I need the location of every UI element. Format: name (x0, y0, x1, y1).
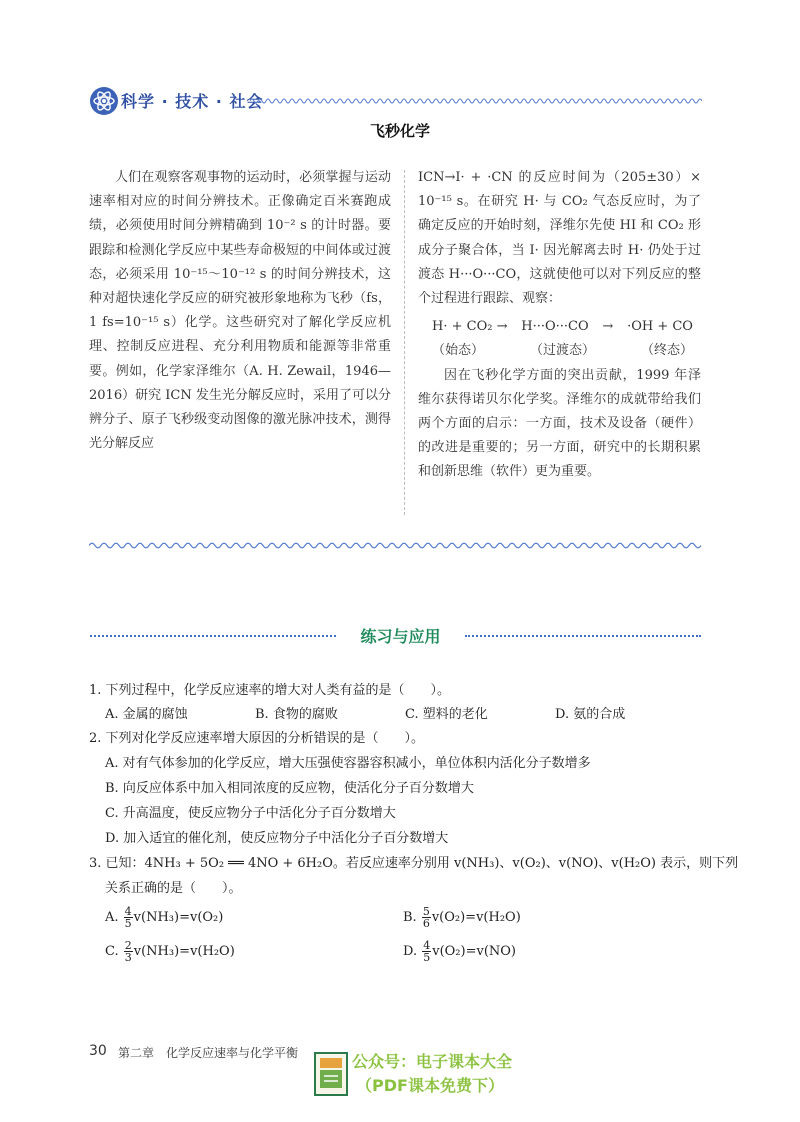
fraction-denominator: 6 (422, 917, 430, 930)
q2-option-a[interactable]: A. 对有气体参加的化学反应，增大压强使容器容积减小，单位体积内活化分子数增多 (105, 756, 591, 771)
formula-transition: H···O···CO (521, 319, 589, 335)
q3-option-d-fraction (422, 940, 431, 963)
q1-option-a[interactable]: A. 金属的腐蚀 (105, 707, 188, 722)
exercise-section-title: 练习与应用 (360, 627, 441, 646)
formula-labels (418, 339, 701, 363)
q1-option-b[interactable]: B. 食物的腐败 (255, 707, 338, 722)
q3-option-b-expression: v(O₂)=v(H₂O) (431, 910, 521, 925)
q3-option-d-letter: D. (403, 944, 418, 959)
q1-option-d[interactable]: D. 氨的合成 (555, 707, 626, 722)
atom-icon (89, 86, 119, 116)
q3-option-a-letter: A. (105, 910, 119, 925)
question-3-stem-line-2: 关系正确的是（ ）。 (105, 881, 242, 896)
watermark-line-1: 公众号：电子课本大全 (352, 1052, 513, 1071)
label-initial-state: （始态） (432, 343, 485, 359)
exercise-header-line-left (90, 635, 336, 637)
question-3-stem-line-1: 3. 已知：4NH₃ + 5O₂ ══ 4NO + 6H₂O。若反应速率分别用 v(NH₃)、v(O₂)、v(NO)、v(H₂O) 表示，则下列 (89, 856, 739, 871)
watermark-book-icon (314, 1052, 348, 1096)
q3-option-a-expression: v(NH₃)=v(O₂) (133, 910, 224, 925)
formula-arrow: → (602, 319, 614, 335)
question-1-stem: 1. 下列过程中，化学反应速率的增大对人类有益的是（ ）。 (89, 683, 451, 698)
reaction-formula (418, 315, 701, 339)
fraction-denominator: 5 (124, 917, 132, 930)
q3-option-b-fraction (422, 906, 431, 929)
q3-option-c-expression: v(NH₃)=v(H₂O) (133, 944, 235, 959)
question-2-stem: 2. 下列对化学反应速率增大原因的分析错误的是（ ）。 (89, 731, 425, 746)
column-divider (404, 170, 406, 515)
q3-option-b[interactable] (403, 906, 521, 929)
q3-option-d-expression: v(O₂)=v(NO) (432, 944, 517, 959)
q2-option-d[interactable]: D. 加入适宜的催化剂，使反应物分子中活化分子百分数增大 (105, 831, 449, 846)
article-right-paragraph-1: ICN→I· + ·CN 的反应时间为（205±30）× 10⁻¹⁵ s。在研究 H· 与 CO₂ 气态反应时，为了确定反应的开始时刻，泽维尔先使 HI 和 CO₂ 形成分子聚合体，当 I· 因光解离去时 H· 仍处于过渡态 H···O···CO，这就使他可以对下列反应的整个过程进行跟踪、观察： (418, 170, 701, 307)
q2-option-c[interactable]: C. 升高温度，使反应物分子中活化分子百分数增大 (105, 806, 396, 821)
article-title: 飞秒化学 (369, 122, 430, 140)
article-right-paragraph-2: 因在飞秒化学方面的突出贡献，1999 年泽维尔获得诺贝尔化学奖。泽维尔的成就带给我们两个方面的启示：一方面，技术及设备（硬件）的改进是重要的；另一方面，研究中的长期积累和创新思维（软件）更为重要。 (418, 367, 701, 480)
article-left-column (89, 166, 391, 456)
q3-option-c-letter: C. (105, 944, 119, 959)
fraction-numerator: 4 (124, 905, 132, 918)
section-label: 科学 · 技术 · 社会 (121, 92, 264, 111)
fraction-denominator: 5 (423, 951, 431, 964)
q3-option-d[interactable] (403, 940, 516, 963)
watermark-line-2: （PDF课本免费下） (356, 1076, 504, 1095)
article-bottom-wave (89, 541, 702, 550)
label-transition-state: （过渡态） (529, 343, 595, 359)
q3-option-b-letter: B. (403, 910, 417, 925)
q3-option-a[interactable] (105, 906, 223, 929)
q3-option-c-fraction (124, 940, 133, 963)
q3-option-a-fraction (124, 906, 133, 929)
chapter-title: 第二章 化学反应速率与化学平衡 (118, 1046, 299, 1060)
q2-option-b[interactable]: B. 向反应体系中加入相同浓度的反应物，使活化分子百分数增大 (105, 781, 474, 796)
header-wave-divider (250, 97, 702, 105)
fraction-numerator: 2 (124, 939, 132, 952)
formula-initial: H· + CO₂ → (432, 319, 508, 335)
formula-final: ·OH + CO (627, 319, 693, 335)
article-right-column (418, 166, 701, 485)
fraction-denominator: 3 (124, 951, 132, 964)
fraction-numerator: 4 (423, 939, 431, 952)
article-left-paragraph: 人们在观察客观事物的运动时，必须掌握与运动速率相对应的时间分辨技术。正像确定百米赛跑成绩，必须使用时间分辨精确到 10⁻² s 的计时器。要跟踪和检测化学反应中某些寿命极短的中间体或过渡态，必须采用 10⁻¹⁵～10⁻¹² s 的时间分辨技术，这种对超快速化学反应的研究被形象地称为飞秒（fs，1 fs=10⁻¹⁵ s）化学。这些研究对了解化学反应机理、控制反应进程、充分利用物质和能源等非常重要。例如，化学家泽维尔（A. H. Zewail，1946—2016）研究 ICN 发生光分解反应时，采用了可以分辨分子、原子飞秒级变动图像的激光脉冲技术，测得光分解反应 (89, 170, 391, 452)
label-final-state: （终态） (640, 343, 693, 359)
fraction-numerator: 5 (422, 905, 430, 918)
q1-option-c[interactable]: C. 塑料的老化 (405, 707, 488, 722)
q3-option-c[interactable] (105, 940, 235, 963)
page-number: 30 (89, 1043, 107, 1059)
exercise-header-line-right (465, 635, 701, 637)
